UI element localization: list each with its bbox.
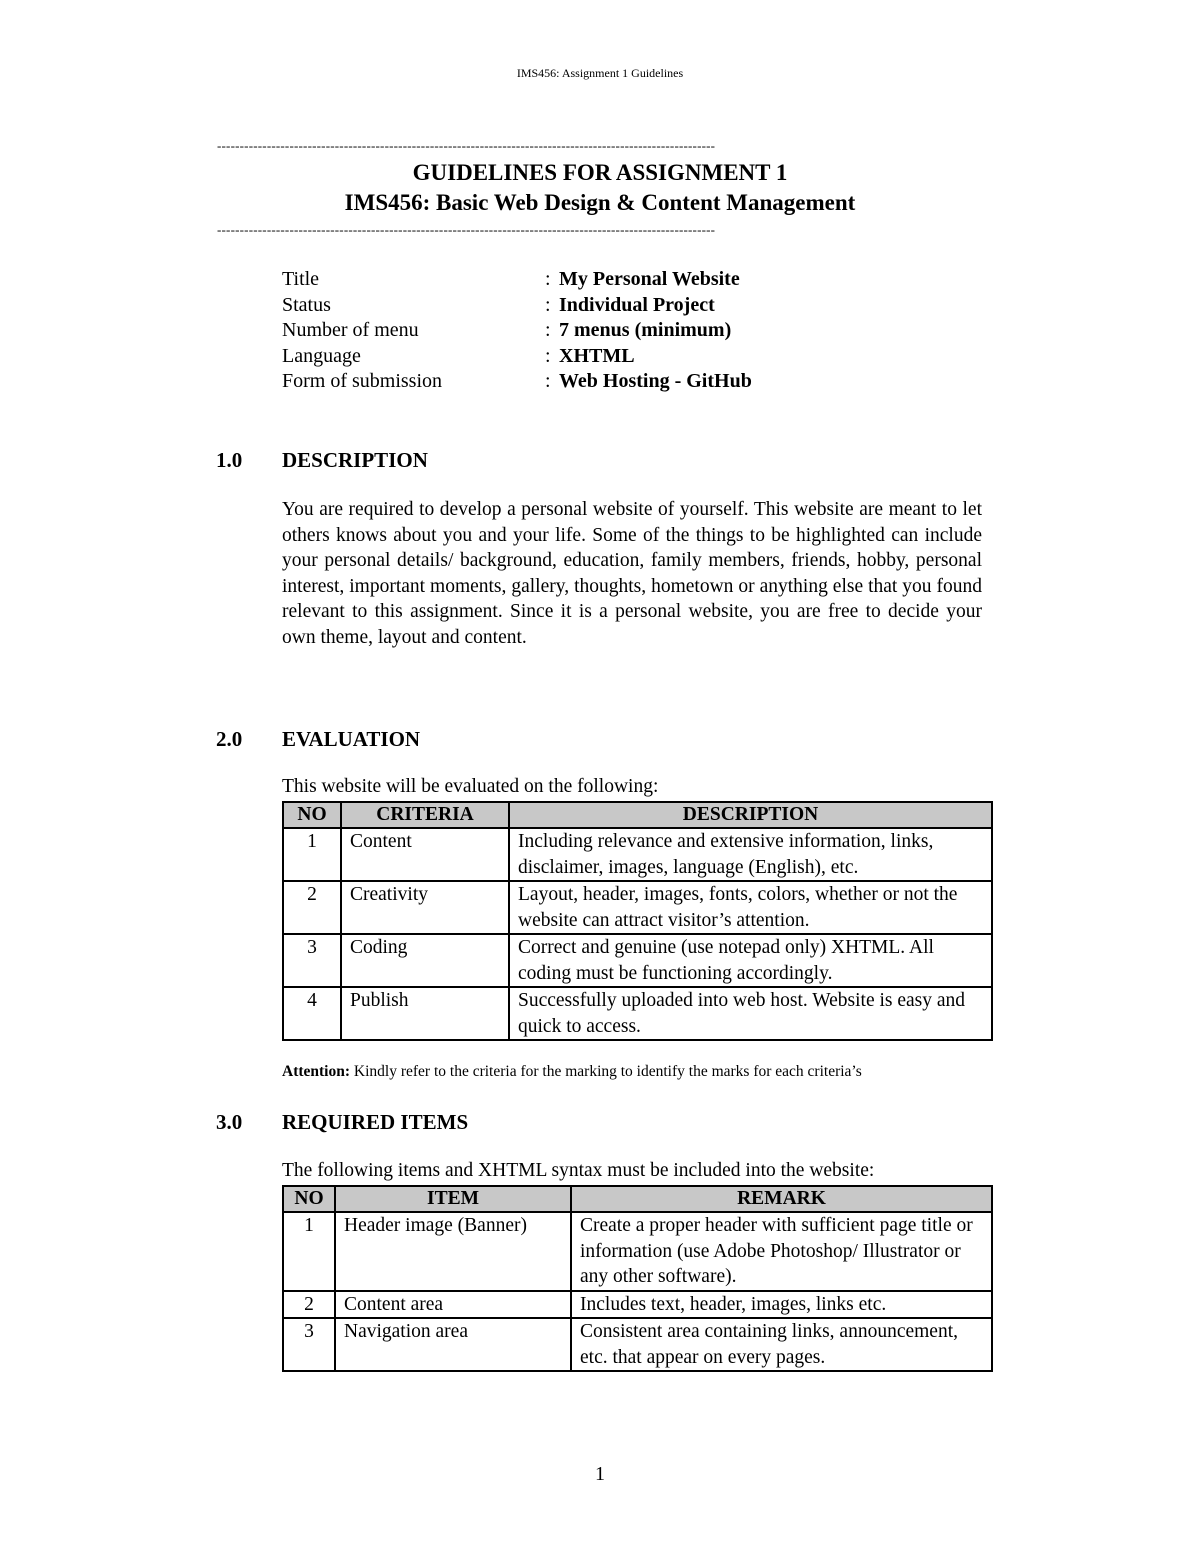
row-number: 2 <box>283 1291 335 1319</box>
table-row <box>283 1212 992 1291</box>
meta-row-language <box>282 344 982 370</box>
meta-value: XHTML <box>559 344 635 367</box>
table-row <box>283 1291 992 1319</box>
description-cell: Layout, header, images, fonts, colors, whether or not the website can attract visitor’s attention. <box>509 881 992 934</box>
attention-label: Attention: <box>282 1063 351 1080</box>
meta-row-menus <box>282 318 982 344</box>
row-number: 1 <box>283 828 341 881</box>
evaluation-table <box>282 801 993 1041</box>
section-title: EVALUATION <box>282 727 421 751</box>
separator-bottom: -------------------------------------------------------------------------------------------------------------- <box>217 222 716 237</box>
meta-value: My Personal Website <box>559 268 740 290</box>
column-header: CRITERIA <box>341 802 509 828</box>
description-cell: Successfully uploaded into web host. Website is easy and quick to access. <box>509 987 992 1040</box>
meta-label: Number of menu <box>282 319 419 341</box>
assignment-meta <box>282 267 982 395</box>
attention-text: Kindly refer to the criteria for the marking to identify the marks for each criteria’s <box>350 1063 862 1080</box>
item-cell: Content area <box>335 1291 571 1319</box>
row-number: 2 <box>283 881 341 934</box>
attention-note <box>282 1063 862 1081</box>
meta-label: Language <box>282 344 361 367</box>
section-number: 3.0 <box>216 1110 243 1134</box>
meta-label: Title <box>282 268 320 290</box>
column-header: NO <box>283 1186 335 1212</box>
meta-colon: : <box>545 268 551 290</box>
meta-row-submission <box>282 369 982 395</box>
column-header: ITEM <box>335 1186 571 1212</box>
item-cell: Header image (Banner) <box>335 1212 571 1291</box>
table-row <box>283 828 992 881</box>
row-number: 4 <box>283 987 341 1040</box>
section-title: REQUIRED ITEMS <box>282 1110 469 1134</box>
meta-value: 7 menus (minimum) <box>559 319 732 341</box>
column-header: REMARK <box>571 1186 992 1212</box>
page-number: 1 <box>595 1463 605 1485</box>
section-number: 1.0 <box>216 448 243 472</box>
required-items-intro: The following items and XHTML syntax must be included into the website: <box>282 1160 875 1181</box>
table-row <box>283 934 992 987</box>
criteria-cell: Coding <box>341 934 509 987</box>
description-cell: Including relevance and extensive information, links, disclaimer, images, language (English), etc. <box>509 828 992 881</box>
description-paragraph: You are required to develop a personal website of yourself. This website are meant to let others knows about you and your life. Some of the things to be highlighted can include your personal details/ background, education, family members, friends, hobby, personal interest, important moments, gallery, thoughts, hometown or anything else that you found relevant to this assignment. Since it is a personal website, you are free to decide your own theme, layout and content. <box>282 499 982 648</box>
column-header: DESCRIPTION <box>509 802 992 828</box>
row-number: 1 <box>283 1212 335 1291</box>
column-header: NO <box>283 802 341 828</box>
remark-cell: Consistent area containing links, announcement, etc. that appear on every pages. <box>571 1318 992 1371</box>
criteria-cell: Creativity <box>341 881 509 934</box>
remark-cell: Includes text, header, images, links etc. <box>571 1291 992 1319</box>
document-title: GUIDELINES FOR ASSIGNMENT 1 <box>412 160 788 185</box>
description-cell: Correct and genuine (use notepad only) XHTML. All coding must be functioning accordingly. <box>509 934 992 987</box>
meta-label: Form of submission <box>282 370 443 392</box>
item-cell: Navigation area <box>335 1318 571 1371</box>
meta-colon: : <box>545 319 551 341</box>
row-number: 3 <box>283 1318 335 1371</box>
criteria-cell: Content <box>341 828 509 881</box>
required-items-table <box>282 1185 993 1372</box>
table-row <box>283 987 992 1040</box>
section-number: 2.0 <box>216 727 243 751</box>
meta-row-status <box>282 293 982 319</box>
document-subtitle: IMS456: Basic Web Design & Content Management <box>344 190 856 215</box>
remark-cell: Create a proper header with sufficient page title or information (use Adobe Photoshop/ Illustrator or any other software). <box>571 1212 992 1291</box>
meta-value: Web Hosting - GitHub <box>559 370 752 392</box>
criteria-cell: Publish <box>341 987 509 1040</box>
table-row <box>283 881 992 934</box>
meta-row-title <box>282 267 982 293</box>
meta-colon: : <box>545 370 551 392</box>
separator-top: -------------------------------------------------------------------------------------------------------------- <box>217 138 716 153</box>
meta-value: Individual Project <box>559 293 715 316</box>
meta-label: Status <box>282 293 331 316</box>
running-header: IMS456: Assignment 1 Guidelines <box>516 66 684 80</box>
table-row <box>283 1318 992 1371</box>
table-header-row <box>283 802 992 828</box>
evaluation-intro: This website will be evaluated on the following: <box>282 776 659 797</box>
table-header-row <box>283 1186 992 1212</box>
row-number: 3 <box>283 934 341 987</box>
section-title: DESCRIPTION <box>282 448 428 472</box>
meta-colon: : <box>545 293 551 316</box>
meta-colon: : <box>545 344 551 367</box>
